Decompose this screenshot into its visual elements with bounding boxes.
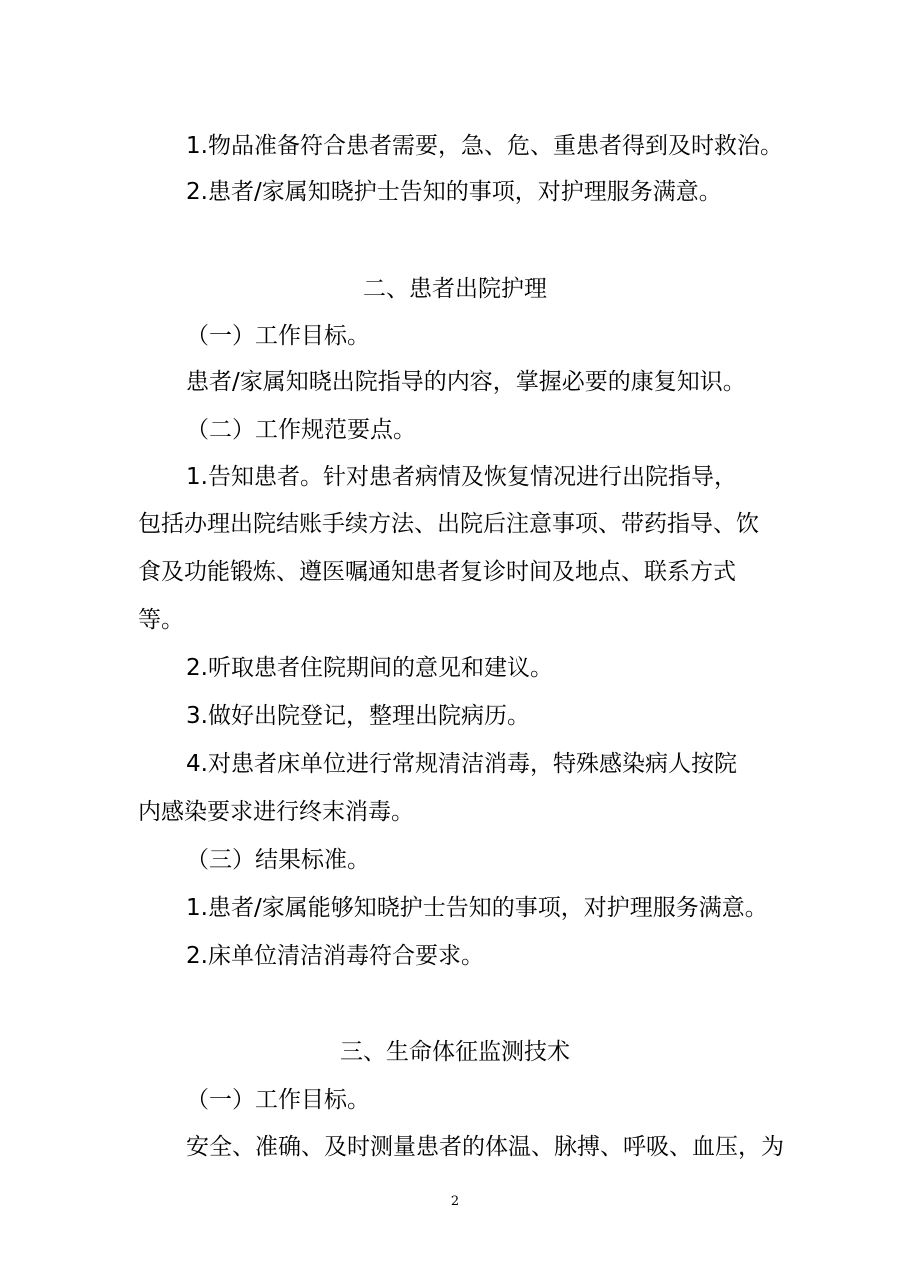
- section-heading-vital-signs: 三、生命体征监测技术: [340, 1039, 570, 1065]
- point-2: 2.听取患者住院期间的意见和建议。: [186, 655, 553, 681]
- goal-text: 患者/家属知晓出院指导的内容，掌握必要的康复知识。: [186, 369, 746, 395]
- point-4-line-2: 内感染要求进行终末消毒。: [138, 799, 414, 825]
- point-1-line-4: 等。: [138, 607, 184, 633]
- point-3: 3.做好出院登记，整理出院病历。: [186, 703, 530, 729]
- result-item-1: 1.患者/家属能够知晓护士告知的事项，对护理服务满意。: [186, 895, 768, 921]
- vital-signs-goal-title: （一）工作目标。: [186, 1087, 370, 1113]
- outcome-item-2: 2.患者/家属知晓护士告知的事项，对护理服务满意。: [186, 179, 722, 205]
- subsection-title-result: （三）结果标准。: [186, 847, 370, 873]
- point-4-line-1: 4.对患者床单位进行常规清洁消毒，特殊感染病人按院: [186, 751, 737, 777]
- point-1-line-2: 包括办理出院结账手续方法、出院后注意事项、带药指导、饮: [138, 511, 759, 537]
- result-item-2: 2.床单位清洁消毒符合要求。: [186, 943, 484, 969]
- vital-signs-goal-text: 安全、准确、及时测量患者的体温、脉搏、呼吸、血压，为: [186, 1134, 784, 1160]
- outcome-item-1: 1.物品准备符合患者需要，急、危、重患者得到及时救治。: [186, 133, 783, 159]
- subsection-title-key-points: （二）工作规范要点。: [186, 417, 416, 443]
- point-1-line-3: 食及功能锻炼、遵医嘱通知患者复诊时间及地点、联系方式: [138, 559, 736, 585]
- page-number: 2: [450, 1194, 460, 1209]
- subsection-title-goal: （一）工作目标。: [186, 323, 370, 349]
- point-1-line-1: 1.告知患者。针对患者病情及恢复情况进行出院指导，: [186, 464, 737, 490]
- section-heading-discharge-care: 二、患者出院护理: [363, 276, 547, 302]
